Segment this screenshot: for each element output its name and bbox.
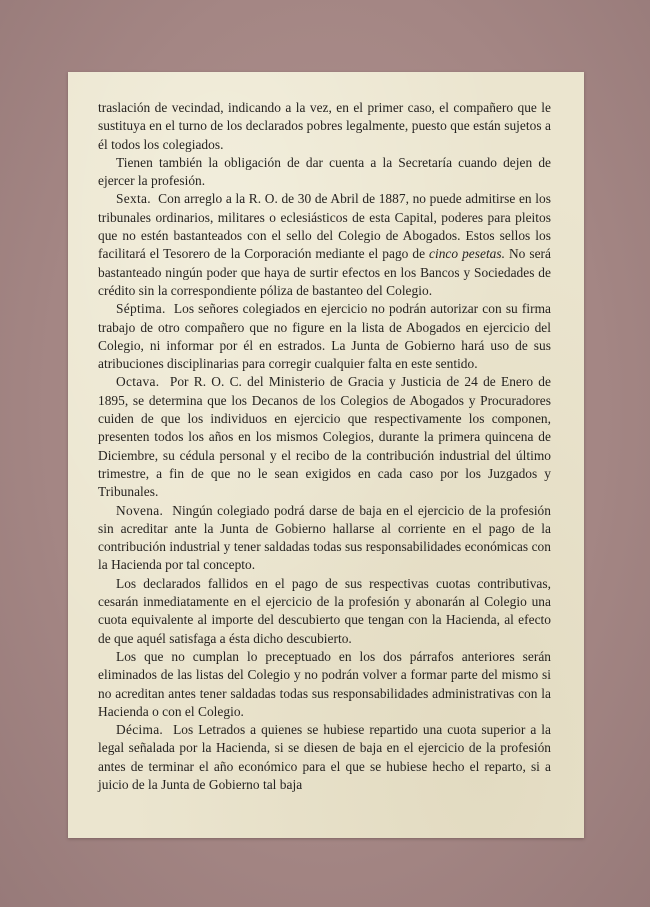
article-heading: Octava. [116,374,160,390]
paragraph [98,502,551,575]
paragraph [98,154,551,191]
article-heading: Sexta. [116,191,151,207]
paragraph-text: Por R. O. C. del Ministerio de Gracia y Justicia de 24 de Enero de 1895, se determina que los Decanos de los Colegios de Abogados y Procuradores cuiden de que los individuos en ejercicio que respectivamente los componen, presenten todos los años en los mismos Colegios, durante la primera quincena de Diciembre, su cédula personal y el recibo de la contribución industrial del último trimestre, a fin de que no le sean exigidos en cada caso por los Juzgados y Tribunales. [98,374,551,500]
paragraph [98,721,551,794]
paragraph-text: Los declarados fallidos en el pago de sus respectivas cuotas contributivas, cesarán inmediatamente en el ejercicio de la profesión y abonarán al Colegio una cuota equivalente al importe del descubierto que tengan con la Hacienda, al efecto de que aquél satisfaga a ésta dicho descubierto. [98,575,551,646]
document-body [98,99,551,794]
paragraph-text: Los que no cumplan lo preceptuado en los dos párrafos anteriores serán eliminados de las listas del Colegio y no podrán volver a formar parte del mismo si no acreditan antes tener saldadas todas sus responsabilidades administrativas con la Hacienda o con el Colegio. [98,648,551,719]
article-heading: Novena. [116,502,164,518]
paragraph-text: No será bastanteado ningún poder que haya de surtir efectos en los Bancos y Sociedades de crédito sin la correspondiente póliza de bastanteo del Colegio. [98,246,551,298]
paragraph [98,99,551,154]
paragraph [98,300,551,373]
paragraph-text: traslación de vecindad, indicando a la vez, en el primer caso, el compañero que le sustituya en el turno de los declarados pobres legalmente, puesto que están sujetos a él todos los colegiados. [98,100,551,152]
paragraph-text: Los señores colegiados en ejercicio no podrán autorizar con su firma trabajo de otro compañero que no figure en la lista de Abogados en ejercicio del Colegio, ni informar por él en estrados. La Junta de Gobierno hará uso de sus atribuciones disciplinarias para corregir cualquier falta en este sentido. [98,301,551,372]
paragraph [98,373,551,501]
paragraph-text: Tienen también la obligación de dar cuenta a la Secretaría cuando dejen de ejercer la profesión. [98,154,551,189]
paragraph [98,648,551,721]
paragraph-text: Los Letrados a quienes se hubiese repartido una cuota superior a la legal señalada por la Hacienda, si se diesen de baja en el ejercicio de la profesión antes de terminar el año económico para el que se hubiese hecho el reparto, si a juicio de la Junta de Gobierno tal baja [98,722,551,792]
paragraph [98,575,551,648]
article-heading: Décima. [116,722,164,738]
emphasized-text: cinco pesetas. [429,246,505,262]
paragraph-text: Ningún colegiado podrá darse de baja en el ejercicio de la profesión sin acreditar ante la Junta de Gobierno hallarse al corriente en el pago de la contribución industrial y tener saldadas todas sus responsabilidades económicas con la Hacienda por tal concepto. [98,502,551,573]
paragraph-text: Con arreglo a la R. O. de 30 de Abril de 1887, no puede admitirse en los tribunales ordinarios, militares o eclesiásticos de esta Capital, poderes para pleitos que no estén bastanteados con el sello del Colegio de Abogados. Estos sellos los facilitará el Tesorero de la Corporación mediante el pago de [98,191,551,262]
document-page [68,72,584,838]
paragraph [98,190,551,300]
article-heading: Séptima. [116,301,166,317]
